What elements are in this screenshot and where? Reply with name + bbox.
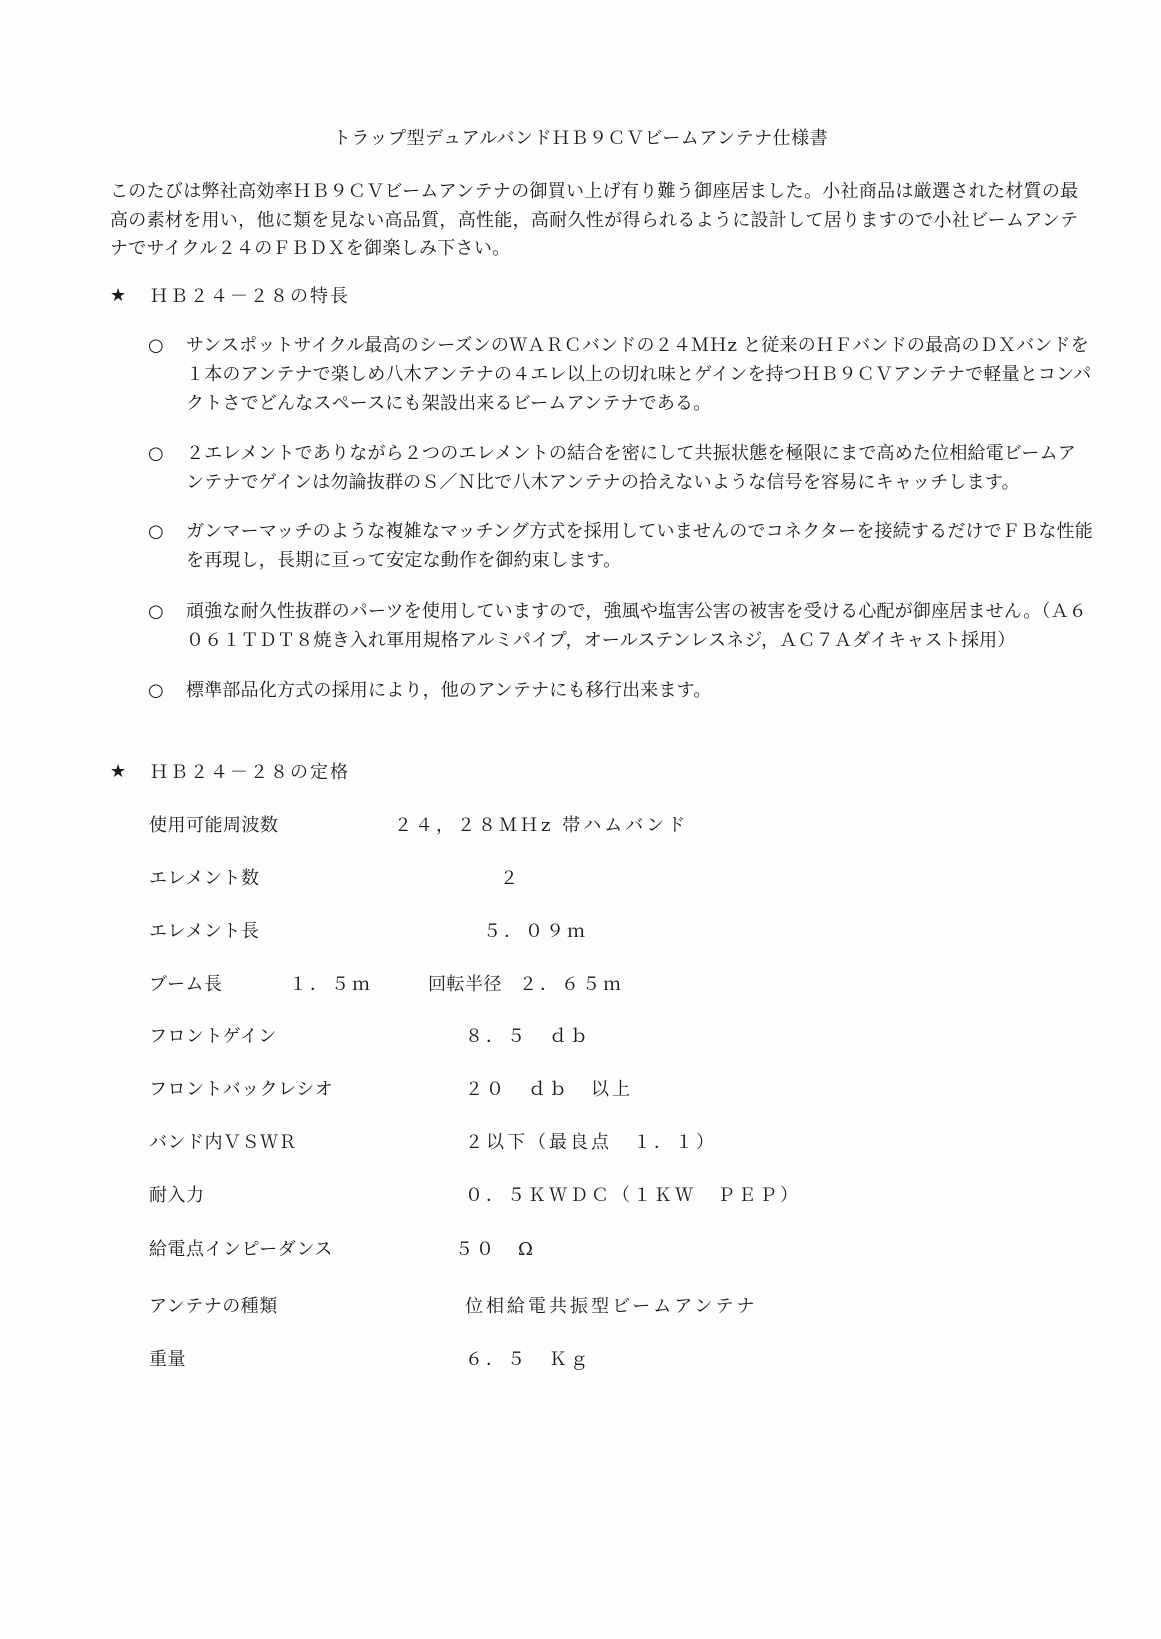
feature-text: 頑強な耐久性抜群のパーツを使用していますので，強風や塩害公害の被害を受ける心配が御座居ません。（Ａ６０６１ＴＤＴ８焼き入れ軍用規格アルミパイプ，オールステンレスネジ，ＡＣ７Ａダイキャスト採用） — [186, 601, 1087, 651]
spec-value: １．５ｍ — [289, 974, 373, 995]
feature-item — [148, 676, 1093, 705]
specs-heading — [110, 758, 350, 784]
spec-value: ２ — [500, 868, 521, 889]
spec-label: フロントバックレシオ — [149, 1079, 334, 1100]
spec-label: 重量 — [149, 1349, 186, 1370]
spec-value: ２４，２８ＭＨz 帯ハムバンド — [394, 815, 689, 836]
intro-paragraph: このたびは弊社高効率ＨＢ９ＣＶビームアンテナの御買い上げ有り難う御座居ました。小社商品は厳選された材質の最高の素材を用い，他に類を見ない高品質，高性能，高耐久性が得られるように設計して居りますので小社ビームアンテナでサイクル２４のＦＢＤＸを御楽しみ下さい。 — [110, 181, 1079, 259]
spec-value: ２０ ｄｂ 以上 — [465, 1079, 633, 1100]
spec-label: 給電点インピーダンス — [149, 1239, 333, 1260]
spec-value: ２．６５ｍ — [519, 974, 624, 995]
spec-label: フロントゲイン — [149, 1026, 277, 1047]
circle-bullet-icon: ○ — [148, 521, 164, 542]
circle-bullet-icon: ○ — [148, 443, 164, 464]
feature-item — [148, 331, 1093, 418]
circle-bullet-icon: ○ — [148, 680, 164, 701]
circle-bullet-icon: ○ — [148, 601, 164, 622]
spec-label: エレメント長 — [149, 921, 260, 942]
spec-label: 回転半径 — [428, 974, 502, 995]
feature-item — [148, 517, 1093, 575]
circle-bullet-icon: ○ — [148, 335, 164, 356]
features-heading-text: ＨＢ２４－２８の特長 — [150, 286, 350, 307]
feature-item — [148, 597, 1093, 655]
feature-item — [148, 439, 1093, 497]
spec-label: アンテナの種類 — [149, 1296, 278, 1317]
feature-text: ２エレメントでありながら２つのエレメントの結合を密にして共振状態を極限にまで高めた位相給電ビームアンテナでゲインは勿論抜群のＳ／Ｎ比で八木アンテナの拾えないような信号を容易にキャッチします。 — [186, 443, 1076, 493]
features-heading — [110, 282, 350, 308]
star-icon: ★ — [110, 284, 129, 306]
spec-value: ８．５ ｄｂ — [465, 1026, 591, 1047]
spec-label: 使用可能周波数 — [149, 815, 279, 836]
spec-value: ６．５ Ｋｇ — [465, 1349, 591, 1370]
spec-value: ０．５ＫＷＤＣ（１ＫＷ ＰＥＰ） — [465, 1185, 801, 1206]
spec-value: ５．０９ｍ — [483, 921, 588, 942]
spec-value: 位相給電共振型ビームアンテナ — [465, 1296, 758, 1317]
spec-value: ５０ Ω — [455, 1239, 536, 1260]
spec-label: エレメント数 — [149, 868, 260, 889]
document-title: トラップ型デュアルバンドＨＢ９ＣＶビームアンテナ仕様書 — [332, 128, 829, 149]
spec-label: 耐入力 — [149, 1185, 205, 1206]
spec-label: ブーム長 — [149, 974, 223, 995]
spec-value: ２以下（最良点 １．１） — [465, 1132, 717, 1153]
feature-text: ガンマーマッチのような複雑なマッチング方式を採用していませんのでコネクターを接続するだけでＦＢな性能を再現し，長期に亘って安定な動作を御約束します。 — [186, 521, 1093, 571]
star-icon: ★ — [110, 760, 129, 782]
spec-label: バンド内ＶＳＷＲ — [149, 1132, 297, 1153]
feature-text: サンスポットサイクル最高のシーズンのＷＡＲＣバンドの２４ＭＨz と従来のＨＦバンドの最高のＤＸバンドを１本のアンテナで楽しめ八木アンテナの４エレ以上の切れ味とゲインを持つＨＢ９ＣＶアンテナで軽量とコンパクトさでどんなスペースにも架設出来るビームアンテナである。 — [186, 335, 1092, 414]
specs-heading-text: ＨＢ２４－２８の定格 — [150, 762, 350, 783]
feature-text: 標準部品化方式の採用により，他のアンテナにも移行出来ます。 — [186, 680, 712, 701]
